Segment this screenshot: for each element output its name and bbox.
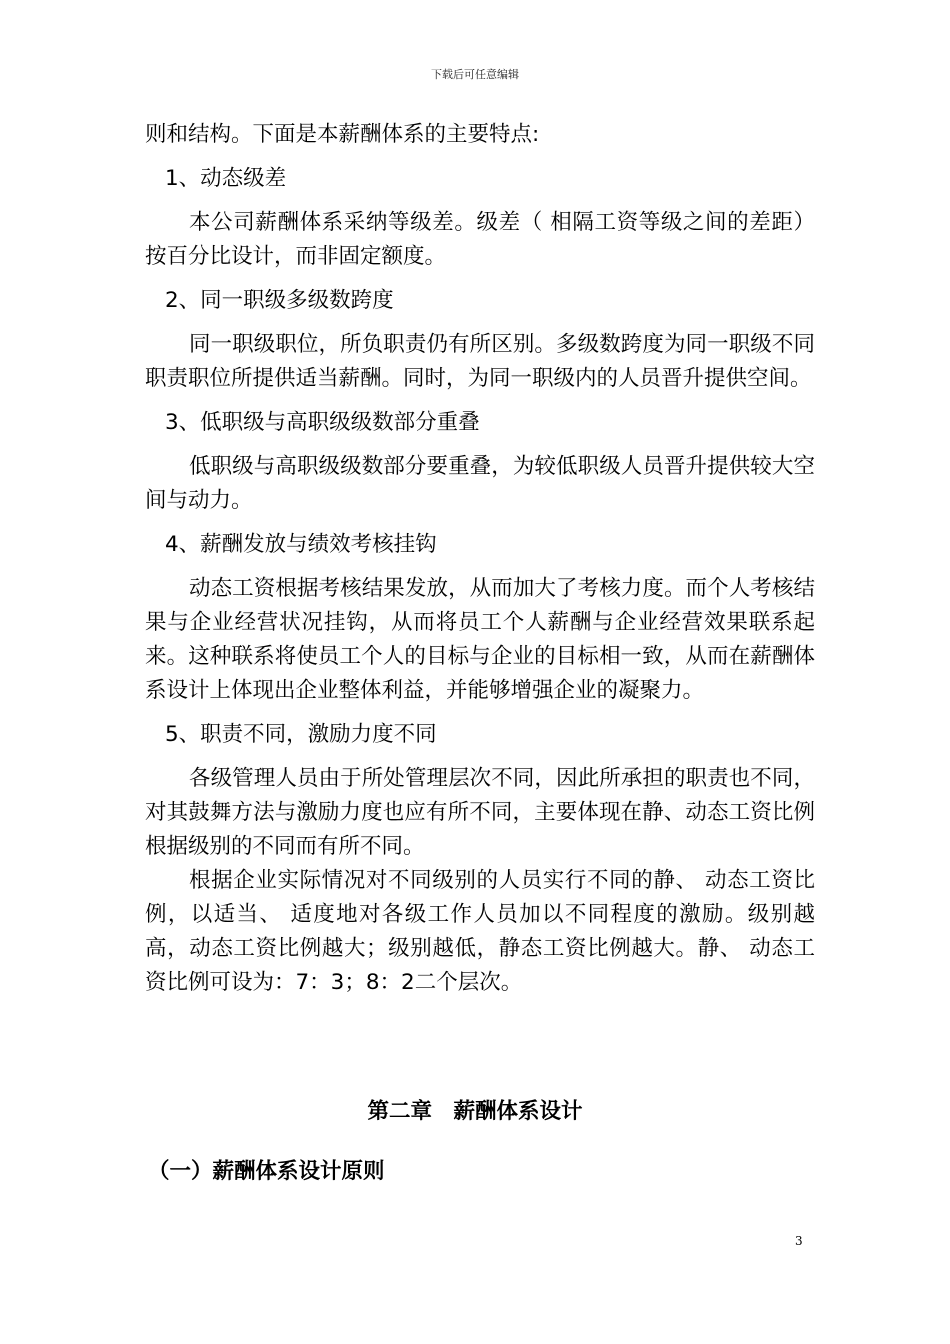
item-body-4: 动态工资根据考核结果发放，从而加大了考核力度。而个人考核结果与企业经营状况挂钩，从而将员工个人薪酬与企业经营效果联系起来。这种联系将使员工个人的目标与企业的目标相一致，从而在薪酬体系设计上体现出企业整体利益，并能够增强企业的凝聚力。 <box>145 576 815 703</box>
item-heading-2: 2、同一职级多级数跨度 <box>165 288 394 313</box>
section-title: （一）薪酬体系设计原则 <box>148 1159 385 1184</box>
page-header: 下载后可任意编辑 <box>431 68 519 81</box>
chapter-title: 第二章 薪酬体系设计 <box>367 1099 583 1124</box>
item-heading-1: 1、动态级差 <box>165 166 287 191</box>
page-number: 3 <box>795 1234 803 1248</box>
item-heading-3: 3、低职级与高职级级数部分重叠 <box>165 410 480 435</box>
item-heading-5: 5、职责不同，激励力度不同 <box>165 722 437 747</box>
item-heading-4: 4、薪酬发放与绩效考核挂钩 <box>165 532 437 557</box>
intro-line: 则和结构。下面是本薪酬体系的主要特点: <box>145 122 540 147</box>
item-body-1: 本公司薪酬体系采纳等级差。级差（ 相隔工资等级之间的差距）按百分比设计，而非固定额度。 <box>145 210 815 269</box>
document-body <box>145 118 815 1000</box>
item-body-3: 低职级与高职级级数部分要重叠，为较低职级人员晋升提供较大空间与动力。 <box>145 454 815 513</box>
ratio-paragraph: 根据企业实际情况对不同级别的人员实行不同的静、 动态工资比例，以适当、 适度地对各级工作人员加以不同程度的激励。级别越高，动态工资比例越大；级别越低，静态工资比例越大。静、 动态工资比例可设为：7：3；8：2二个层次。 <box>145 868 815 995</box>
item-body-5: 各级管理人员由于所处管理层次不同，因此所承担的职责也不同，对其鼓舞方法与激励力度也应有所不同，主要体现在静、动态工资比例根据级别的不同而有所不同。 <box>145 766 815 859</box>
item-body-2: 同一职级职位，所负职责仍有所区别。多级数跨度为同一职级不同职责职位所提供适当薪酬。同时，为同一职级内的人员晋升提供空间。 <box>145 332 815 391</box>
